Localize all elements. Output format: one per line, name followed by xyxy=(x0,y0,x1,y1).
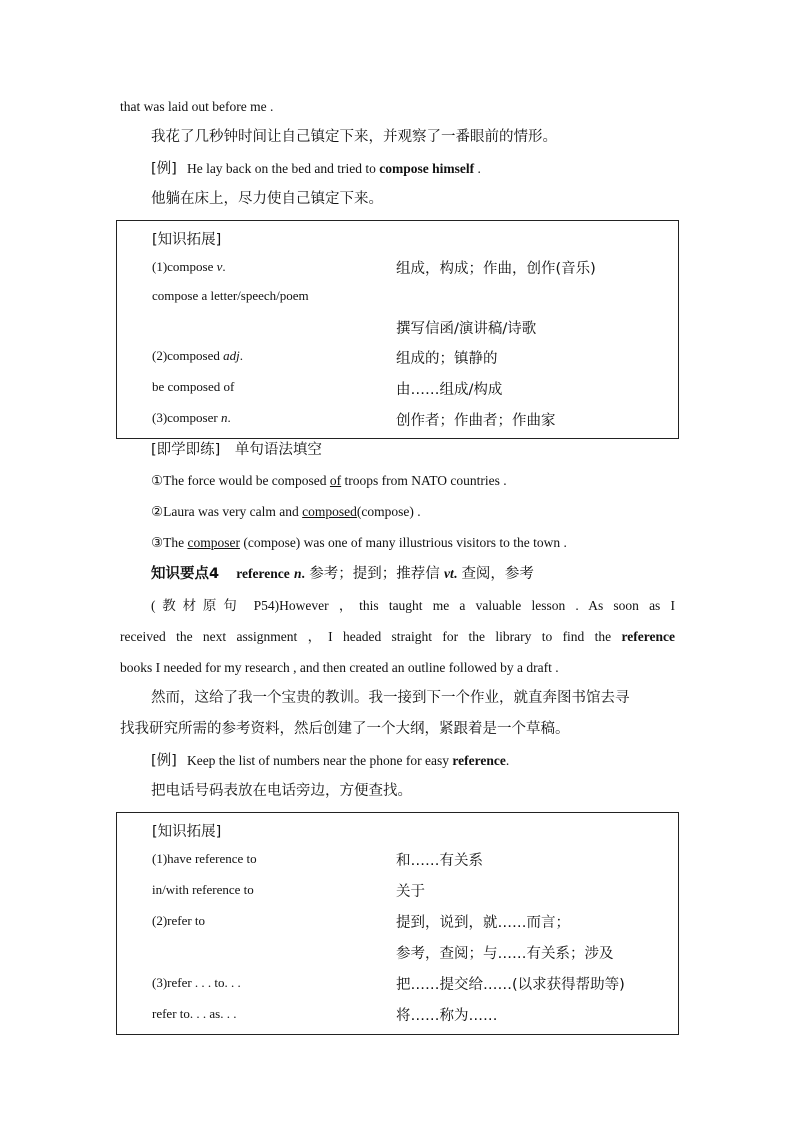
translation-line: 我花了几秒钟时间让自己镇定下来，并观察了一番眼前的情形。 xyxy=(151,129,557,145)
entry-have-reference-meaning: 和……有关系 xyxy=(396,853,483,869)
original-sentence-l3: books I needed for my research , and then created an outline followed by a draft . xyxy=(120,660,559,675)
answer-blank: composed xyxy=(302,504,357,519)
example-line-2: [例] Keep the list of numbers near the phone for easy reference. xyxy=(151,753,510,769)
entry-refer-to-meaning: 提到，说到，就……而言； xyxy=(396,915,570,931)
box-title: [知识拓展] xyxy=(152,232,222,248)
point-meaning-1: 参考；提到；推荐信 xyxy=(309,566,440,582)
answer-blank: composer xyxy=(187,535,240,550)
entry-compose-letter: compose a letter/speech/poem xyxy=(152,288,309,303)
practice-heading: [即学即练] 单句语法填空 xyxy=(151,442,322,458)
entry-refer-to-meaning-2: 参考，查阅；与……有关系；涉及 xyxy=(396,946,614,962)
original-sentence-l1: (教材原句 P54)However ，this taught me a valuable lesson . As soon as I xyxy=(151,598,675,613)
entry-composed: (2)composed adj. xyxy=(152,348,243,363)
box-title: [知识拓展] xyxy=(152,824,222,840)
answer-blank: of xyxy=(329,473,342,488)
example-line xyxy=(151,161,711,177)
example-keyword: reference xyxy=(452,753,506,768)
practice-q3: ③The composer (compose) was one of many illustrious visitors to the town . xyxy=(151,535,567,550)
practice-q2: ②Laura was very calm and composed(compose) . xyxy=(151,504,421,519)
knowledge-box-compose xyxy=(116,220,679,439)
entry-in-reference: in/with reference to xyxy=(152,882,254,897)
example-tag: [例] xyxy=(151,753,177,769)
original-translation-l1: 然而，这给了我一个宝贵的教训。我一接到下一个作业，就直奔图书馆去寻 xyxy=(151,690,630,706)
entry-be-composed-of: be composed of xyxy=(152,379,235,394)
example-keyword: compose himself xyxy=(379,161,475,176)
entry-compose: (1)compose v. xyxy=(152,259,226,274)
entry-have-reference: (1)have reference to xyxy=(152,851,257,866)
example-translation-2: 把电话号码表放在电话旁边，方便查找。 xyxy=(151,783,412,799)
point-word: reference xyxy=(236,566,290,581)
point-heading: 知识要点4 reference n. 参考；提到；推荐信 vt. 查阅，参考 xyxy=(151,566,534,582)
entry-composer-meaning: 创作者；作曲者；作曲家 xyxy=(396,413,556,429)
original-translation-l2: 找我研究所需的参考资料，然后创建了一个大纲，紧跟着是一个草稿。 xyxy=(120,721,570,737)
entry-composer: (3)composer n. xyxy=(152,410,231,425)
knowledge-box-reference xyxy=(116,812,679,1035)
text-line: that was laid out before me . xyxy=(120,99,274,114)
entry-refer-sth-to: (3)refer . . . to. . . xyxy=(152,975,241,990)
entry-refer-sth-to-meaning: 把……提交给……(以求获得帮助等) xyxy=(396,977,625,993)
example-tag: [例] xyxy=(151,161,177,177)
point-label: 知识要点4 xyxy=(151,566,220,582)
entry-compose-meaning: 组成，构成；作曲，创作(音乐) xyxy=(396,261,596,277)
entry-be-composed-of-meaning: 由……组成/构成 xyxy=(396,382,503,398)
point-meaning-2: 查阅，参考 xyxy=(461,566,534,582)
entry-refer-to: (2)refer to xyxy=(152,913,206,928)
entry-refer-as-meaning: 将……称为…… xyxy=(396,1008,498,1024)
entry-composed-meaning: 组成的；镇静的 xyxy=(396,351,498,367)
entry-in-reference-meaning: 关于 xyxy=(396,884,425,900)
example-end: . xyxy=(474,161,481,176)
example-text: He lay back on the bed and tried to xyxy=(186,161,380,176)
example-translation: 他躺在床上，尽力使自己镇定下来。 xyxy=(151,191,383,207)
practice-q1: ①The force would be composed of troops from NATO countries . xyxy=(151,473,507,488)
original-sentence-l2: received the next assignment ，I headed straight for the library to find the reference xyxy=(120,629,675,644)
entry-compose-letter-meaning: 撰写信函/演讲稿/诗歌 xyxy=(396,321,537,337)
entry-refer-as: refer to. . . as. . . xyxy=(152,1006,237,1021)
